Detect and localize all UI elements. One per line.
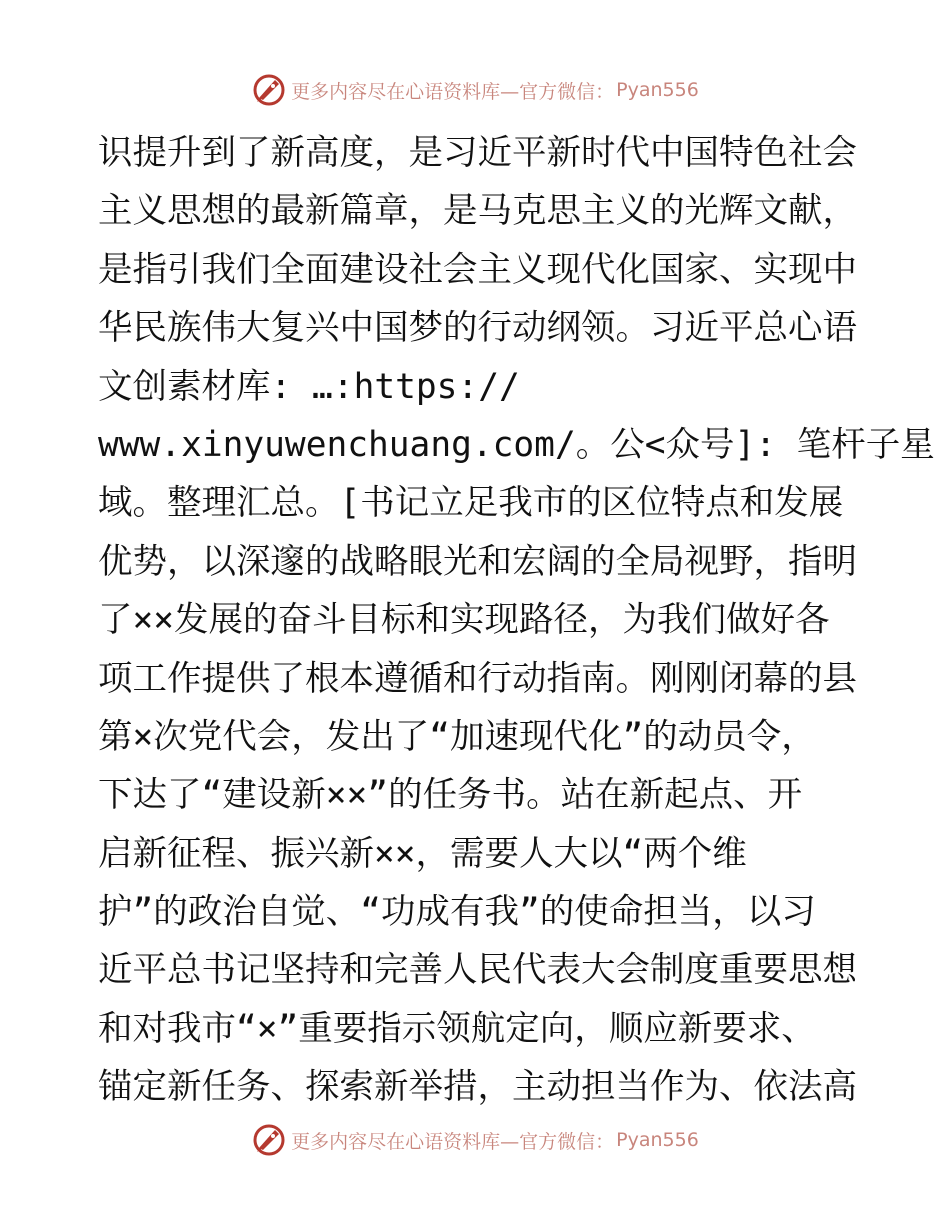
pen-nib-circle-icon: [251, 1122, 287, 1158]
text-line: 下达了“建设新××”的任务书。站在新起点、开: [98, 775, 803, 816]
footer-banner-text: 更多内容尽在心语资料库—官方微信：: [291, 1130, 615, 1153]
text-line: 启新征程、振兴新××，需要人大以“两个维: [98, 833, 747, 874]
text-line: 了××发展的奋斗目标和实现路径，为我们做好各: [98, 600, 830, 641]
text-line: 近平总书记坚持和完善人民代表大会制度重要思想: [98, 950, 857, 991]
text-line: 和对我市“×”重要指示领航定向，顺应新要求、: [98, 1008, 816, 1049]
header-wechat-id: Pyan556: [616, 79, 699, 101]
text-line: 护”的政治自觉、“功成有我”的使命担当，以习: [98, 892, 816, 933]
document-body: [98, 124, 935, 1117]
text-line: www.xinyuwenchuang.com/。公<众号]: 笔杆子星: [98, 424, 935, 465]
header-banner: [0, 70, 950, 110]
footer-banner: [0, 1120, 950, 1160]
text-line: 锚定新任务、探索新举措，主动担当作为、依法高: [98, 1067, 857, 1108]
text-line: 华民族伟大复兴中国梦的行动纲领。习近平总心语: [98, 308, 857, 349]
text-line: 域。整理汇总。[书记立足我市的区位特点和发展: [98, 483, 844, 524]
text-line: 第×次党代会，发出了“加速现代化”的动员令，: [98, 716, 816, 757]
text-line: 项工作提供了根本遵循和行动指南。刚刚闭幕的县: [98, 658, 857, 699]
text-line: 优势，以深邃的战略眼光和宏阔的全局视野，指明: [98, 541, 857, 582]
footer-wechat-id: Pyan556: [616, 1129, 699, 1151]
text-line: 是指引我们全面建设社会主义现代化国家、实现中: [98, 249, 857, 290]
text-line: 文创素材库: …:https://: [98, 366, 520, 407]
text-line: 识提升到了新高度，是习近平新时代中国特色社会: [98, 133, 857, 173]
header-banner-text: 更多内容尽在心语资料库—官方微信：: [291, 80, 615, 103]
pen-nib-circle-icon: [251, 72, 287, 108]
text-line: 主义思想的最新篇章，是马克思主义的光辉文献，: [98, 191, 857, 232]
